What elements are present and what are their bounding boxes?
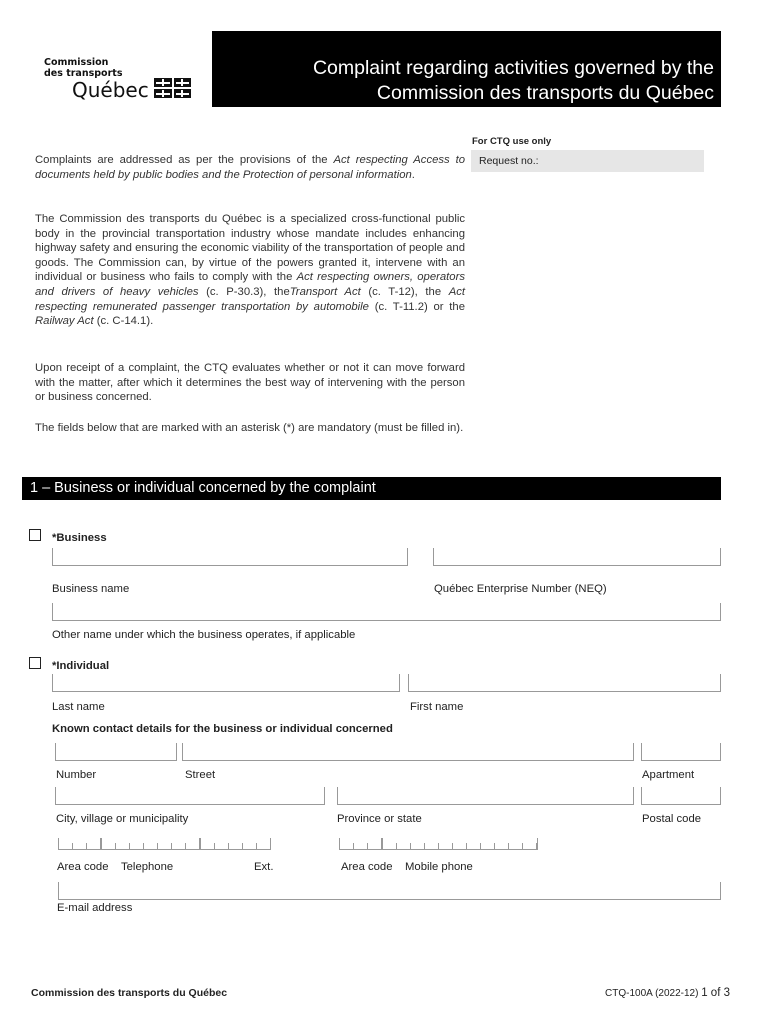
number-input[interactable] [55,743,177,761]
logo-line-2: des transports [44,68,123,79]
intro-p4: The fields below that are marked with an asterisk (*) are mandatory (must be filled in). [35,422,464,434]
email-label: E-mail address [57,902,133,914]
section-1-header [22,477,721,500]
intro-p2-a: The Commission des transports du Québec is a specialized cross-functional public body in the provincial transportation industry whose mandate includes enhancing highway safety and ensuring the economic viability of the transportation of people and goods. The Commission can, by virtue of the powers granted it, intervene with an individual or business who fails to comply with the [35,213,465,284]
request-number-box [471,150,704,172]
title-line-2: Commission des transports du Québec [376,82,714,104]
mobile-phone-input[interactable] [382,838,538,850]
apartment-label: Apartment [642,769,695,781]
request-number-label: Request no.: [479,155,539,167]
province-label: Province or state [337,813,422,825]
individual-label: *Individual [52,660,110,672]
title-bar [212,31,721,107]
intro-paragraph-3 [35,361,465,405]
business-checkbox[interactable] [29,529,41,541]
other-name-label: Other name under which the business operates, if applicable [52,629,356,641]
number-label: Number [56,769,97,781]
street-input[interactable] [182,743,634,761]
intro-p2-d: (c. T-11.2) or the [368,300,465,313]
last-name-label: Last name [52,701,105,713]
intro-p2-i2: Transport Act [289,285,361,298]
city-label: City, village or municipality [56,813,189,825]
telephone-label: Telephone [121,861,174,873]
first-name-input[interactable] [408,674,721,692]
section-1-title: 1 – Business or individual concerned by the complaint [30,480,376,496]
logo-quebec: Québec [72,78,149,102]
page-number: 1 of 3 [701,987,730,999]
intro-p2-e: (c. C-14.1). [93,315,154,328]
mobile-phone-label: Mobile phone [405,861,473,873]
intro-p1-italic: Act respecting Access to documents held by public bodies and the Protection of personal information [35,154,465,181]
logo-line-1: Commission [44,57,109,68]
neq-label: Québec Enterprise Number (NEQ) [434,583,607,595]
footer-org: Commission des transports du Québec [31,987,228,999]
individual-checkbox[interactable] [29,657,41,669]
mobile-area-code-input[interactable] [339,838,382,850]
intro-p2-c: (c. T-12), the [360,285,449,298]
postal-code-input[interactable] [641,787,721,805]
extension-label: Ext. [254,861,274,873]
extension-input[interactable] [200,838,271,850]
neq-input[interactable] [433,548,721,566]
intro-p1-a: Complaints are addressed as per the provisions of the [35,154,334,166]
mobile-area-code-label: Area code [341,861,393,873]
ctq-use-label: For CTQ use only [472,136,552,147]
logo-text [44,57,122,79]
intro-p2-i1: Act respecting owners, operators and drivers of heavy vehicles [35,271,465,298]
first-name-label: First name [410,701,464,713]
intro-p1-b: . [411,168,415,181]
intro-paragraph-2 [35,212,465,329]
other-name-input[interactable] [52,603,721,621]
fleurdelise-flag-icon [154,78,191,98]
business-label: *Business [52,532,107,544]
form-code: CTQ-100A (2022-12) [605,988,699,999]
apartment-input[interactable] [641,743,721,761]
province-input[interactable] [337,787,634,805]
intro-paragraph-1 [35,153,465,182]
intro-p2-b: (c. P-30.3), the [198,285,290,298]
intro-p3: Upon receipt of a complaint, the CTQ evaluates whether or not it can move forward with the matter, after which it determines the best way of intervening with the person or business concerned. [35,362,465,404]
intro-paragraph-4 [35,421,465,436]
intro-p2-i3: Act respecting remunerated passenger transportation by automobile [35,285,466,313]
intro-p2-i4: Railway Act [35,315,94,328]
street-label: Street [185,769,216,781]
business-name-label: Business name [52,583,130,595]
contact-heading: Known contact details for the business or individual concerned [52,723,393,735]
title-line-1: Complaint regarding activities governed by the [312,57,714,79]
footer-right [605,987,730,999]
email-input[interactable] [58,882,721,900]
postal-code-label: Postal code [642,813,702,825]
business-name-input[interactable] [52,548,408,566]
area-code-input[interactable] [58,838,101,850]
city-input[interactable] [55,787,325,805]
area-code-label: Area code [57,861,109,873]
last-name-input[interactable] [52,674,400,692]
telephone-input[interactable] [101,838,200,850]
